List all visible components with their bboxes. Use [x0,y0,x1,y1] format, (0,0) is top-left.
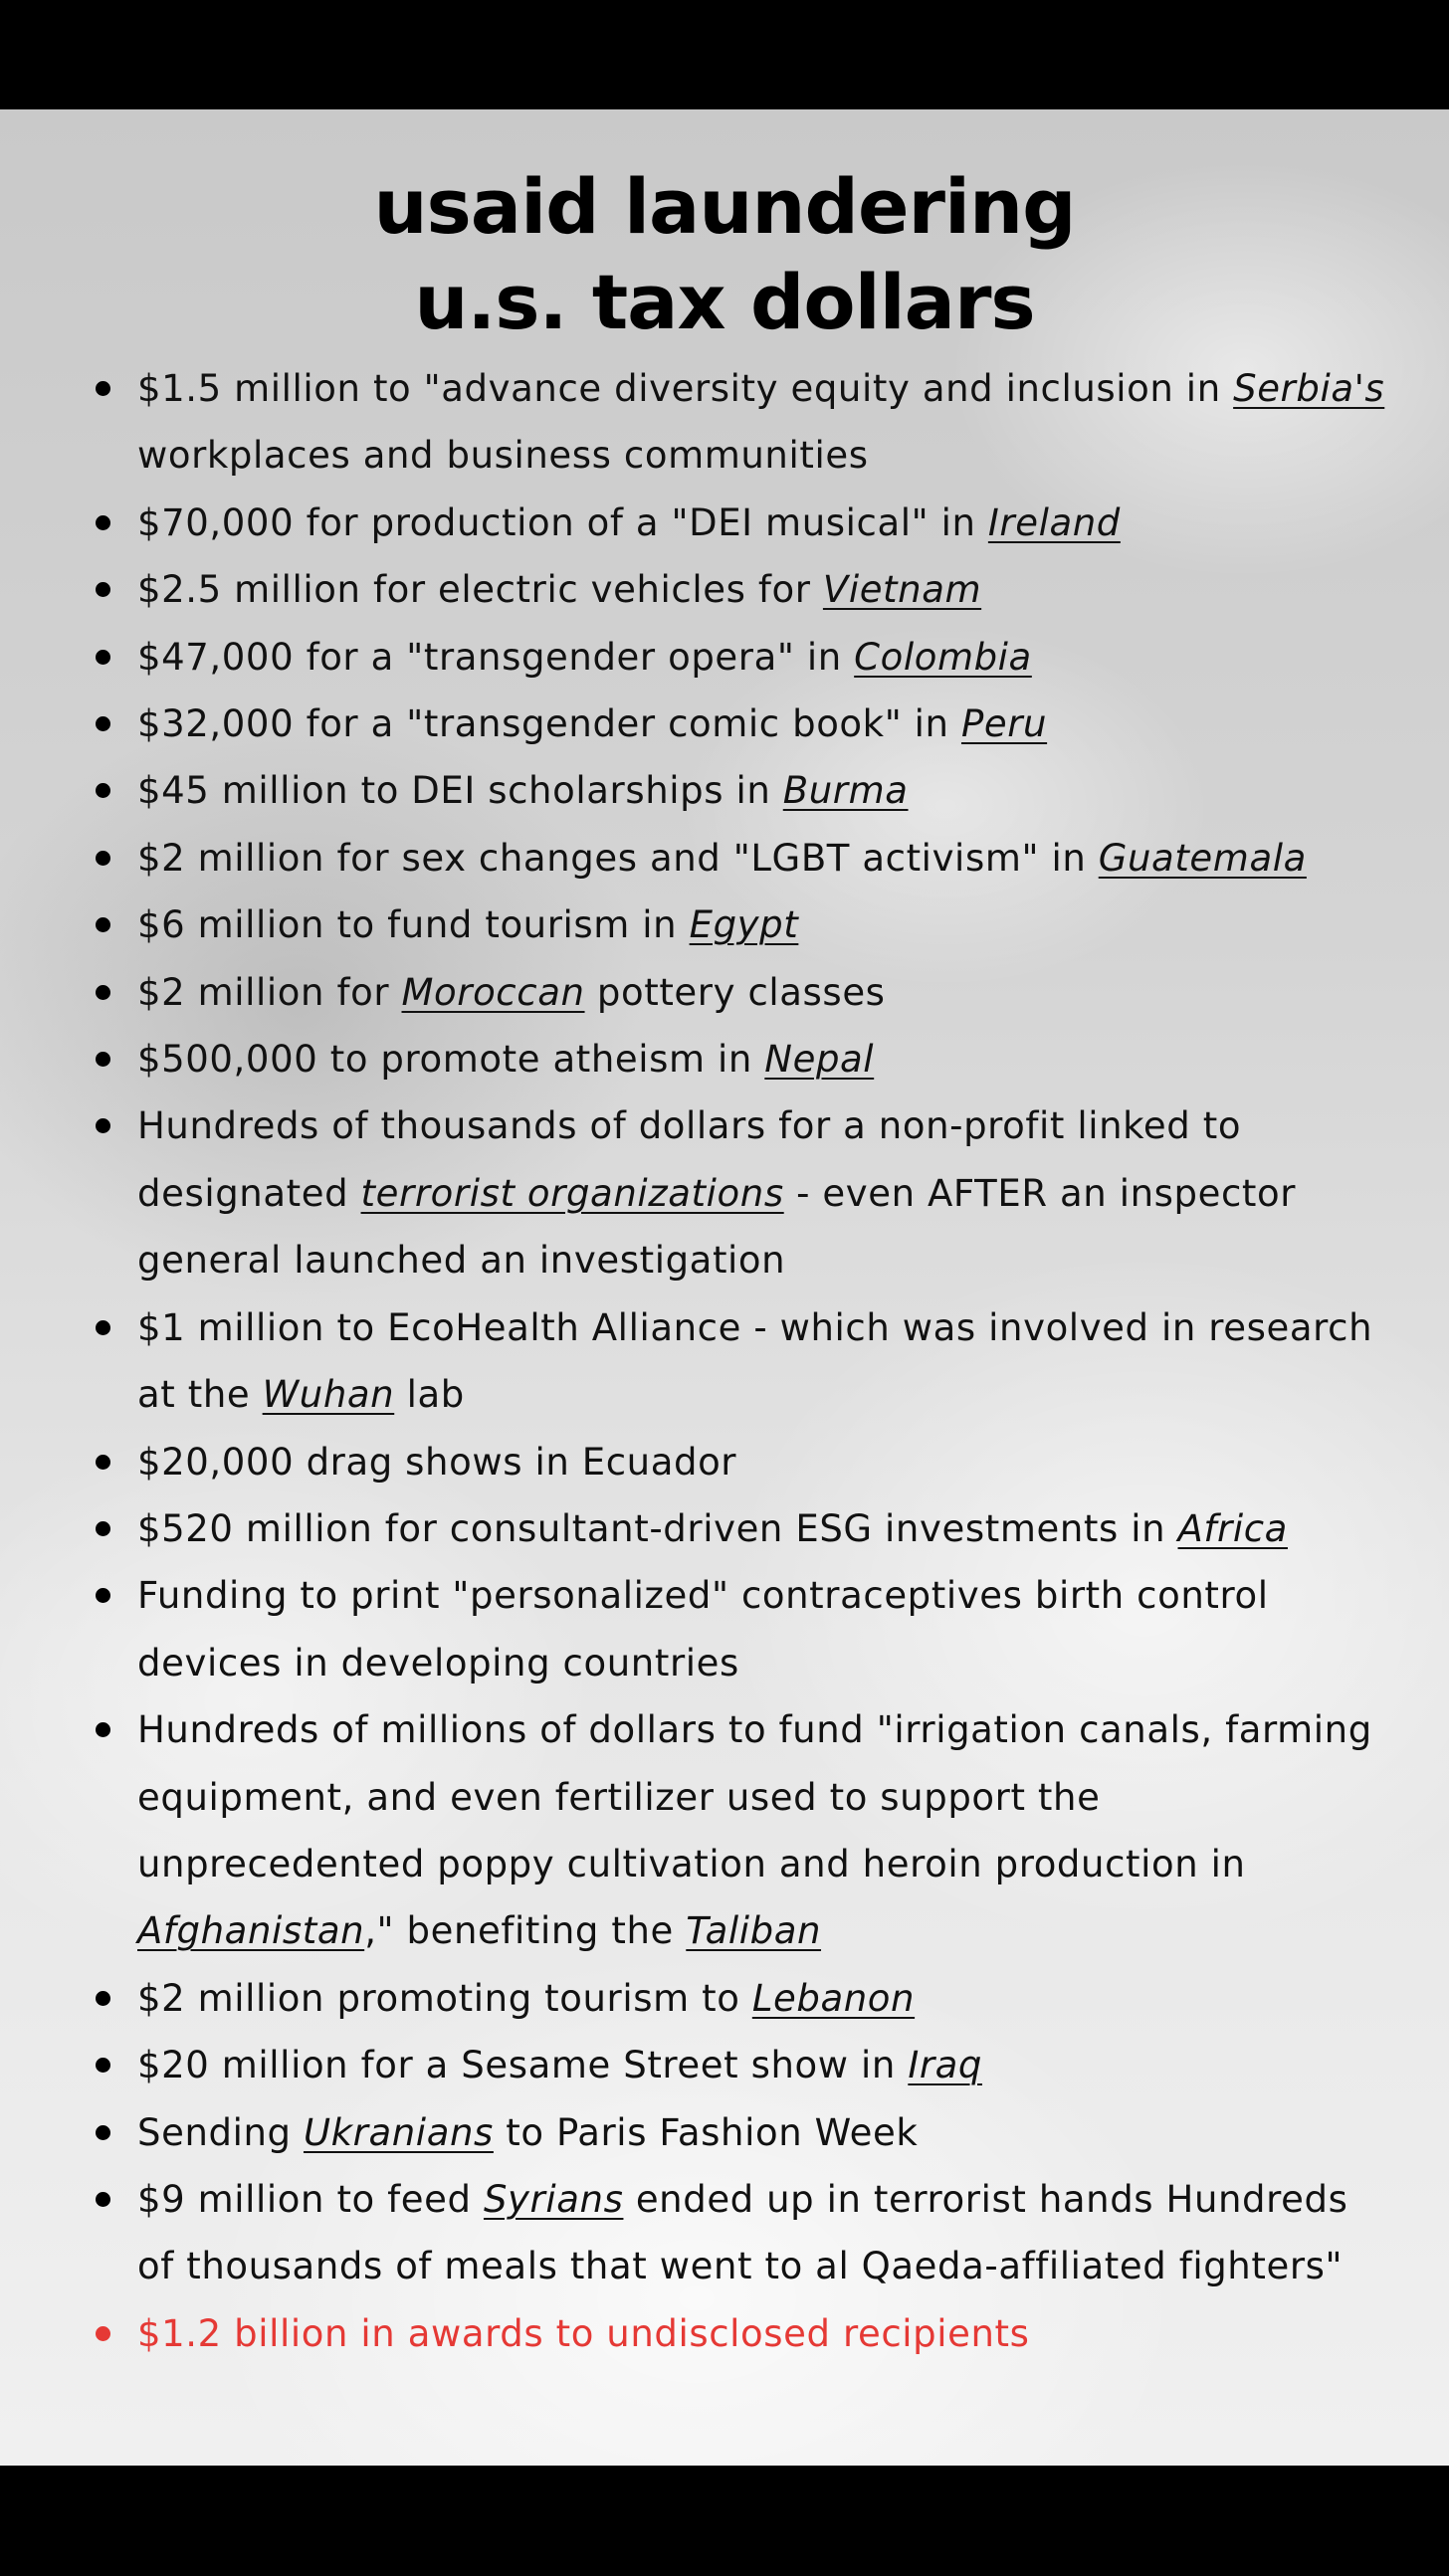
country-link: Colombia [854,635,1032,679]
bullet-icon [96,381,110,396]
list-item: $1.5 million to "advance diversity equity and inclusion in Serbia's workplaces and business communities [137,355,1391,490]
bullet-icon [96,2326,110,2341]
bullet-icon [96,783,110,798]
list-item: $2.5 million for electric vehicles for Vietnam [137,556,1391,623]
bullet-icon [96,985,110,1000]
list-item: Sending Ukranians to Paris Fashion Week [137,2099,1391,2166]
list-item: $2 million promoting tourism to Lebanon [137,1965,1391,2032]
bullet-icon [96,2192,110,2207]
list-item: $70,000 for production of a "DEI musical" in Ireland [137,490,1391,556]
list-item-highlight: $1.2 billion in awards to undisclosed recipients [137,2300,1391,2367]
bullet-icon [96,515,110,530]
list-item: $6 million to fund tourism in Egypt [137,892,1391,958]
country-link: Africa [1177,1506,1288,1550]
list-item: $9 million to feed Syrians ended up in terrorist hands Hundreds of thousands of meals that went to al Qaeda-affiliated fighters" [137,2166,1391,2300]
top-black-bar [0,0,1449,109]
bullet-icon [96,1588,110,1603]
country-link: Iraq [908,2044,982,2087]
bullet-icon [96,582,110,597]
list-item: $500,000 to promote atheism in Nepal [137,1026,1391,1092]
country-link: Serbia's [1233,367,1385,410]
country-link: Afghanistan [137,1909,365,1953]
list-item: Funding to print "personalized" contraceptives birth control devices in developing countries [137,1562,1391,1696]
country-link: Lebanon [751,1976,916,2020]
spending-list [137,355,1391,2367]
country-link: Ireland [987,500,1121,544]
page-title [0,159,1449,350]
country-link: Vietnam [822,568,982,612]
bottom-black-bar [0,2466,1449,2576]
bullet-icon [96,716,110,731]
list-item: $2 million for Moroccan pottery classes [137,959,1391,1026]
bullet-icon [96,917,110,932]
bullet-icon [96,1455,110,1470]
title-line-1: usaid laundering [373,162,1076,251]
country-link: Moroccan [401,970,585,1014]
country-link: Egypt [689,903,799,947]
country-link: Nepal [764,1038,875,1082]
bullet-icon [96,851,110,866]
organization-link: Taliban [686,1909,822,1953]
bullet-icon [96,1320,110,1335]
list-item: Hundreds of thousands of dollars for a non-profit linked to designated terrorist organizations - even AFTER an inspector general launched an investigation [137,1092,1391,1293]
country-link: Guatemala [1098,836,1307,880]
city-link: Wuhan [262,1373,395,1417]
content-panel [0,109,1449,2466]
bullet-icon [96,2058,110,2073]
country-link: Burma [782,769,909,813]
bullet-icon [96,2125,110,2140]
bullet-icon [96,650,110,665]
country-link: Peru [960,702,1048,746]
list-item: $47,000 for a "transgender opera" in Colombia [137,624,1391,691]
list-item: $45 million to DEI scholarships in Burma [137,757,1391,824]
list-item: $2 million for sex changes and "LGBT activism" in Guatemala [137,825,1391,892]
list-item: $20,000 drag shows in Ecuador [137,1429,1391,1495]
list-item: $520 million for consultant-driven ESG investments in Africa [137,1495,1391,1562]
list-item: $20 million for a Sesame Street show in Iraq [137,2032,1391,2098]
bullet-icon [96,1991,110,2006]
bullet-icon [96,1052,110,1067]
list-item: Hundreds of millions of dollars to fund "irrigation canals, farming equipment, and even fertilizer used to support the unprecedented poppy cultivation and heroin production in Afghanistan," benefiting the Taliban [137,1696,1391,1965]
nationality-link: Ukranians [303,2110,494,2154]
title-line-2: u.s. tax dollars [414,258,1035,346]
nationality-link: Syrians [483,2177,624,2221]
bullet-icon [96,1521,110,1536]
list-item: $1 million to EcoHealth Alliance - which was involved in research at the Wuhan lab [137,1294,1391,1429]
bullet-icon [96,1118,110,1133]
organization-link: terrorist organizations [360,1171,784,1215]
list-item: $32,000 for a "transgender comic book" in Peru [137,691,1391,757]
bullet-icon [96,1722,110,1737]
